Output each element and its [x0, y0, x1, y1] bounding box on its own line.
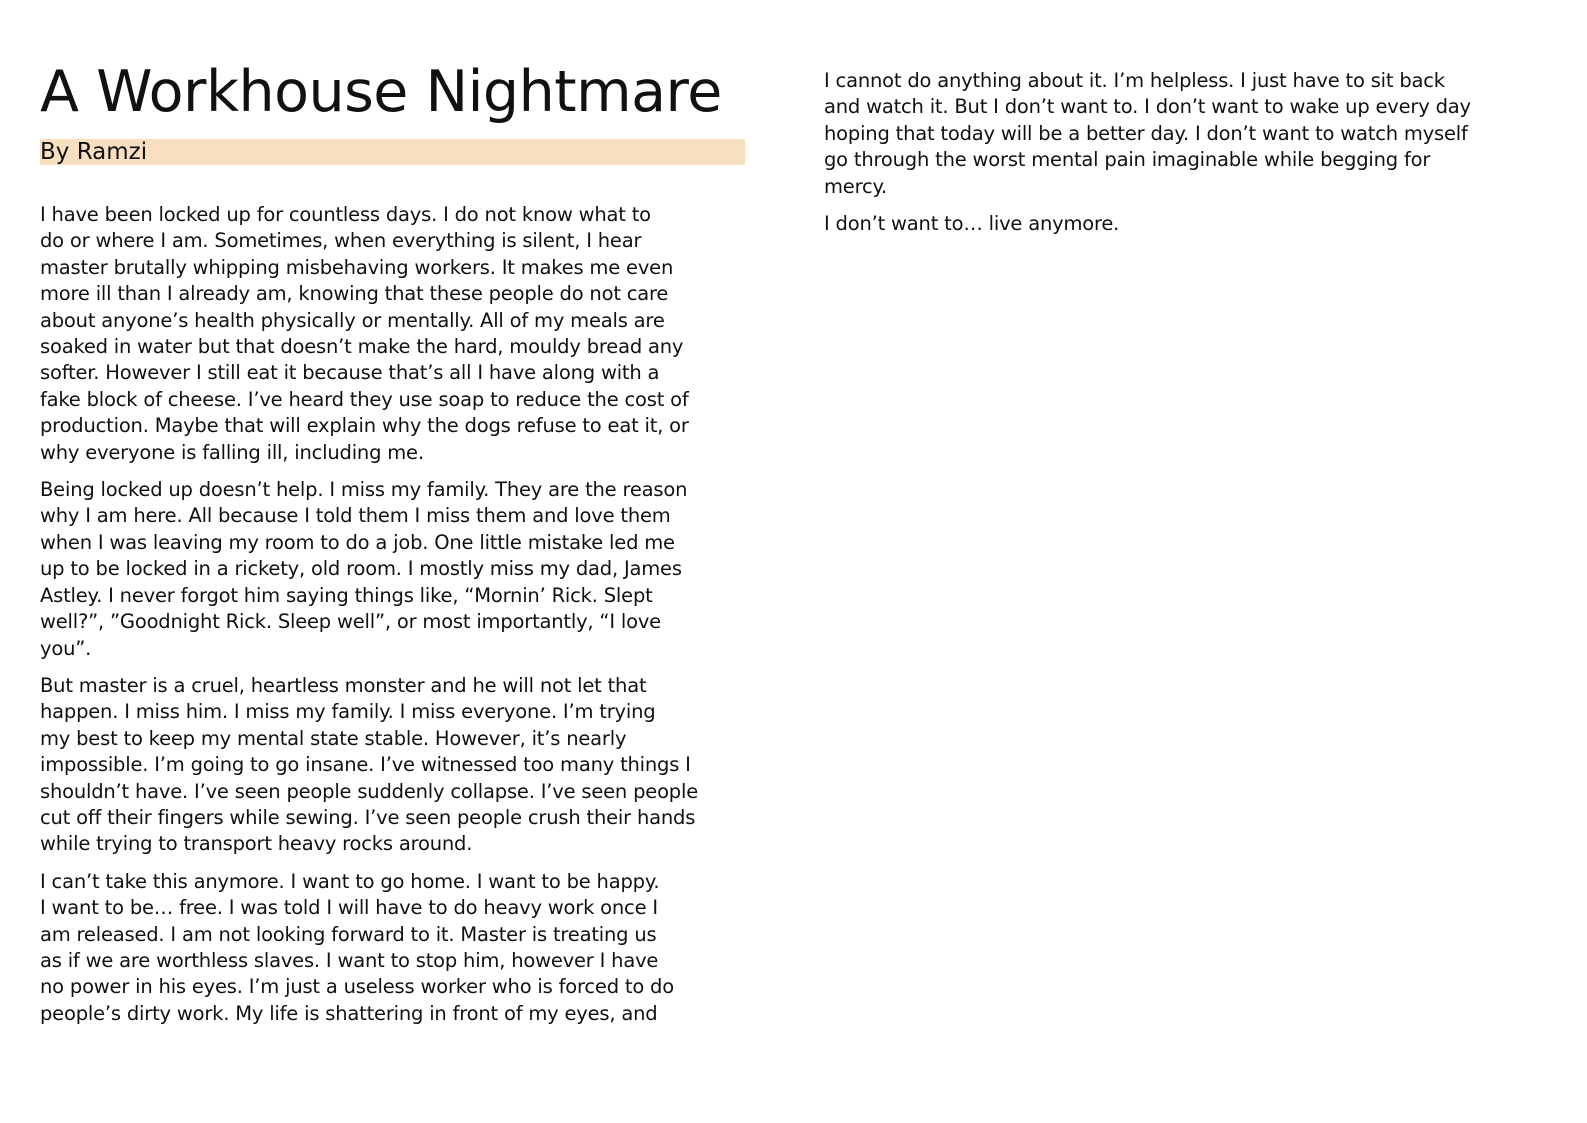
- text-line: my best to keep my mental state stable. However, it’s nearly: [40, 726, 627, 750]
- text-line: well?”, ”Goodnight Rick. Sleep well”, or most importantly, “I love: [40, 610, 661, 634]
- text-line: But master is a cruel, heartless monster and he will not let that: [40, 673, 647, 697]
- text-line: about anyone’s health physically or mentally. All of my meals are: [40, 308, 665, 332]
- text-line: cut off their fingers while sewing. I’ve seen people crush their hands: [40, 805, 696, 829]
- text-line: I have been locked up for countless days. I do not know what to: [40, 203, 651, 226]
- text-line: I can’t take this anymore. I want to go home. I want to be happy.: [40, 869, 660, 893]
- text-line: master brutally whipping misbehaving workers. It makes me even: [40, 255, 674, 279]
- text-line: happen. I miss him. I miss my family. I miss everyone. I’m trying: [40, 700, 656, 724]
- paragraph-2: [40, 477, 745, 662]
- text-line: soaked in water but that doesn’t make the hard, mouldy bread any: [40, 335, 684, 359]
- text-line: you”.: [40, 636, 92, 660]
- text-line: when I was leaving my room to do a job. One little mistake led me: [40, 530, 675, 554]
- text-line: hoping that today will be a better day. I don’t want to watch myself: [824, 121, 1468, 145]
- text-line: while trying to transport heavy rocks around.: [40, 832, 473, 856]
- paragraph-5: [824, 68, 1544, 200]
- text-line: fake block of cheese. I’ve heard they use soap to reduce the cost of: [40, 387, 689, 411]
- text-line: as if we are worthless slaves. I want to stop him, however I have: [40, 948, 659, 972]
- left-paragraphs: [40, 202, 745, 1027]
- text-line: softer. However I still eat it because that’s all I have along with a: [40, 361, 660, 385]
- left-column: [40, 56, 745, 1038]
- text-line: why I am here. All because I told them I miss them and love them: [40, 504, 671, 528]
- text-line: mercy.: [824, 174, 888, 198]
- text-line: production. Maybe that will explain why the dogs refuse to eat it, or: [40, 414, 689, 438]
- paragraph-1: [40, 202, 745, 466]
- text-line: I don’t want to… live anymore.: [824, 212, 1120, 236]
- text-line: people’s dirty work. My life is shattering in front of my eyes, and: [40, 1001, 658, 1025]
- text-line: do or where I am. Sometimes, when everything is silent, I hear: [40, 229, 642, 253]
- paragraph-6: [824, 211, 1544, 237]
- text-line: go through the worst mental pain imaginable while begging for: [824, 148, 1431, 172]
- text-line: more ill than I already am, knowing that these people do not care: [40, 282, 669, 306]
- right-column: [824, 68, 1544, 248]
- text-line: why everyone is falling ill, including me.: [40, 440, 424, 464]
- paragraph-4: [40, 869, 745, 1027]
- article-byline: By Ramzi: [40, 139, 745, 165]
- text-line: am released. I am not looking forward to it. Master is treating us: [40, 922, 657, 946]
- text-line: up to be locked in a rickety, old room. I mostly miss my dad, James: [40, 557, 682, 581]
- article-title: A Workhouse Nightmare: [40, 59, 722, 125]
- text-line: Being locked up doesn’t help. I miss my family. They are the reason: [40, 478, 688, 502]
- text-line: no power in his eyes. I’m just a useless worker who is forced to do: [40, 975, 674, 999]
- text-line: I cannot do anything about it. I’m helpless. I just have to sit back: [824, 69, 1445, 92]
- text-line: shouldn’t have. I’ve seen people suddenly collapse. I’ve seen people: [40, 779, 698, 803]
- text-line: and watch it. But I don’t want to. I don’t want to wake up every day: [824, 95, 1471, 119]
- paragraph-3: [40, 673, 745, 858]
- text-line: impossible. I’m going to go insane. I’ve witnessed too many things I: [40, 753, 691, 777]
- text-line: Astley. I never forgot him saying things like, “Mornin’ Rick. Slept: [40, 583, 653, 607]
- text-line: I want to be… free. I was told I will have to do heavy work once I: [40, 896, 658, 920]
